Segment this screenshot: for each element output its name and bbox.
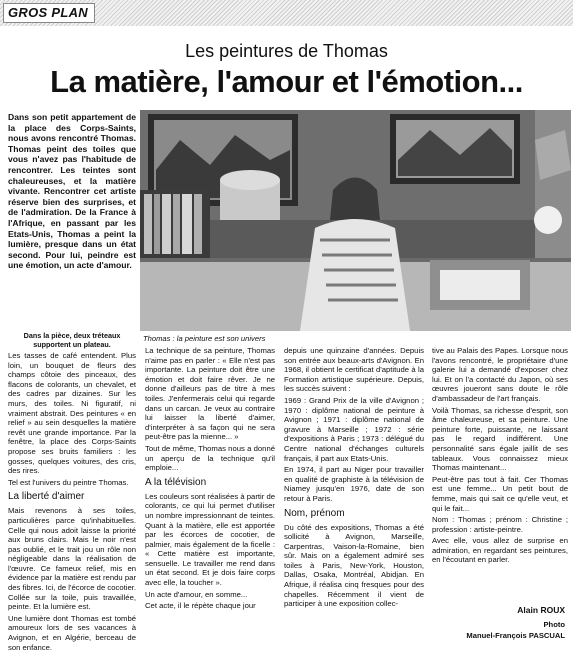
paragraph: Les couleurs sont réalisées à partir de colorants, ce qui lui permet d'utiliser un nombre impressionnant de teintes. Quant à la matière, elle est apportée par les écorces de cocotier, de palmier, mais également de la ficelle : « Cette matière est importante, sensuelle. Le travailler me rend dans un état second. Et je dois faire corps avec elle, la toucher ». [145, 491, 275, 588]
chapo-tail: Dans la pièce, deux tréteaux supportent un plateau. [23, 331, 121, 349]
column-2 [145, 346, 275, 613]
author-signature: Alain ROUX [517, 605, 565, 615]
subheading: Nom, prénom [284, 507, 345, 519]
paragraph: Les tasses de café entendent. Plus loin, un bouquet de fleurs des champs côtoie des pinceaux, des flacons de colorants, un chevalet, et des cadres par dizaines. Sur les murs, des toiles. Ni figuratif, ni vraiment abstrait. Des peintures « en relief » au sein desquelles la matière revêt une grande importance. Par la fenêtre, la place des Corps-Saints propose ses bruits familiers : les gosses, quelques voitures, des cris, des rires. [8, 351, 136, 476]
paragraph: Tout de même, Thomas nous a donné un aperçu de la technique qu'il emploie... [145, 443, 275, 473]
paragraph: Nom : Thomas ; prénom : Christine ; profession : artiste-peintre. [432, 515, 568, 534]
photo-credit-label: Photo [543, 620, 565, 629]
paragraph: Une lumière dont Thomas est tombé amoureux lors de ses vacances à Avignon, et en Algérie, berceau de son enfance. [8, 613, 136, 652]
paragraph: Du côté des expositions, Thomas a été sollicité à Avignon, Marseille, Carpentras, Vaison-la-Romaine, bien sûr. Mais on a également admiré ses toiles à Paris, New-York, Houston, Dallas, Osaka, Montréal, Abidjan. En Afrique, il réalisa cinq fresques pour des chapelles. Récemment il vient de participer à une exposition collec- [284, 522, 424, 609]
paragraph: Tel est l'univers du peintre Thomas. [8, 477, 129, 487]
rubric-bar [0, 0, 573, 26]
subheading: A la télévision [145, 476, 207, 488]
paragraph: Avec elle, vous allez de surprise en admiration, en regardant ses peintures, en l'écoutant en parler. [432, 536, 568, 565]
paragraph: En 1974, il part au Niger pour travailler en qualité de graphiste à la télévision de Niamey jusqu'en 1976, date de son retour à Paris. [284, 465, 424, 503]
paragraph: tive au Palais des Papes. Lorsque nous l'avons rencontré, le propriétaire d'une galerie lui a demandé d'exposer chez lui. Et on l'a contacté du Japon, où ses œuvres joueront sans doute le rôle d'ambassadeur de l'art français. [432, 346, 568, 403]
paragraph: 1969 : Grand Prix de la ville d'Avignon ; 1970 : diplôme national de peinture à Avignon ; 1971 : diplôme national de gravure à Marseille ; 1972 : série d'expositions à Paris ; 1973 : délégué du Centre national d'échanges culturels français, il part aux Etats-Unis. [284, 395, 424, 463]
paragraph: Voilà Thomas, sa richesse d'esprit, son âme chaleureuse, et sa peinture. Une peinture forte, puissante, ne laissant pas le regard indifférent. Une personnalité sans égale jaillit de ses tableaux. Vous connaissez mieux Thomas maintenant... [432, 405, 568, 473]
paragraph: Peut-être pas tout à fait. Cer Thomas est une femme... Un petit bout de femme, mais qui sait ce qu'elle veut, et qui le fait... [432, 474, 568, 513]
chapo: Dans son petit appartement de la place des Corps-Saints, nous avons rencontré Thomas. Thomas peint des toiles que vous n'avez pas l'habitude de rencontrer. Les teintes sont chaleureuses, et la matière vivante. Rencontrer cet artiste réserve bien des surprises, et de l'admiration. De la France à l'Afrique, en passant par les Etats-Unis, Thomas a peint la lumière, presque dans un état second. Pour lui, peindre est une émotion, un acte d'amour. [8, 112, 136, 271]
photo-credit-name: Manuel-François PASCUAL [466, 631, 565, 640]
kicker: Les peintures de Thomas [185, 41, 388, 61]
rubric-label: GROS PLAN [3, 3, 95, 23]
headline: La matière, l'amour et l'émotion... [50, 64, 523, 99]
column-1 [8, 351, 136, 654]
paragraph: La technique de sa peinture, Thomas n'aime pas en parler : « Elle n'est pas importante. La peinture doit être une émotion et doit faire rêver. Je ne donne d'ailleurs pas de titre à mes toiles. J'enfermerais celui qui regarde dans un carcan. Je veux au contraire lui laisser la liberté d'aimer, d'interpréter à sa façon qui ne sera peut-être pas la mienne... » [145, 346, 275, 442]
column-4 [432, 346, 568, 567]
paragraph: depuis une quinzaine d'années. Depuis son entrée aux beaux-arts d'Avignon. En 1968, il obtient le certificat d'aptitude à la Formation artistique supérieure. Depuis, les succès suivent : [284, 346, 424, 394]
paragraph: Mais revenons à ses toiles, particulières parce qu'inhabituelles. Celle qui nous adoit laisse la priorité aux bruns clairs. Mais le noir n'est pas oublié, et le trait jou un rôle non négligeable dans la réalisation de l'œuvre. Ce fameux relief, mis en évidence par la matière est rendu par des fibres. Ici, de l'écorce de cocotier. Collée sur la toile, puis travaillée, peinte. Et la lumière est. [8, 506, 136, 612]
column-3 [284, 346, 424, 611]
subheading: La liberté d'aimer [8, 491, 85, 503]
article-photo [140, 110, 571, 331]
paragraph: Cet acte, il le répète chaque jour [145, 601, 256, 611]
paragraph: Un acte d'amour, en somme... [145, 589, 248, 599]
photo-caption: Thomas : la peinture est son univers [143, 334, 266, 343]
